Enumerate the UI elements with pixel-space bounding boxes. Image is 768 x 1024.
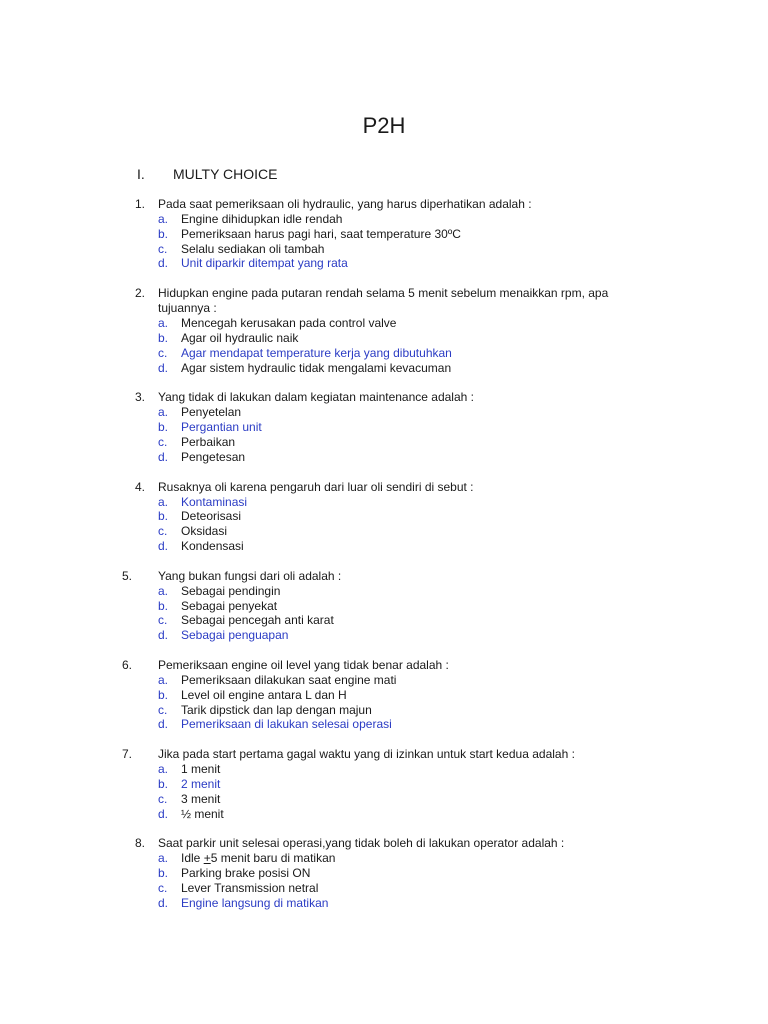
option-letter: a. <box>158 316 169 331</box>
option-a <box>0 316 768 331</box>
option-letter: b. <box>158 687 169 702</box>
option-text-post: 5 menit baru di matikan <box>210 851 336 866</box>
option-a-answer <box>0 495 768 510</box>
plus-minus-sign: + <box>203 851 211 866</box>
option-b-answer <box>0 777 768 792</box>
option-a <box>0 212 768 227</box>
option-list <box>0 495 768 554</box>
option-text: Tarik dipstick dan lap dengan majun <box>181 702 372 717</box>
option-letter: c. <box>158 791 168 806</box>
option-letter: c. <box>158 524 168 539</box>
option-letter: c. <box>158 702 168 717</box>
option-text: Penyetelan <box>181 405 242 420</box>
option-list <box>0 316 768 375</box>
option-letter: c. <box>158 241 168 256</box>
question-text: Hidupkan engine pada putaran rendah selama 5 menit sebelum menaikkan rpm, apa tujuannya : <box>158 286 609 316</box>
option-list <box>0 673 768 732</box>
option-letter: d. <box>158 717 169 732</box>
question-text: Saat parkir unit selesai operasi,yang tidak boleh di lakukan operator adalah : <box>158 836 565 851</box>
option-a <box>0 851 768 866</box>
option-text: 2 menit <box>181 776 221 791</box>
section-numeral: I. <box>137 166 145 182</box>
option-text: Lever Transmission netral <box>181 880 319 895</box>
question-3 <box>0 390 768 464</box>
option-list <box>0 762 768 821</box>
question-number: 2. <box>135 286 146 301</box>
option-text: Engine langsung di matikan <box>181 895 329 910</box>
option-letter: a. <box>158 212 169 226</box>
option-c-answer <box>0 346 768 361</box>
option-b <box>0 331 768 346</box>
option-list <box>0 851 768 910</box>
option-c <box>0 435 768 450</box>
option-text: Perbaikan <box>181 434 236 449</box>
option-letter: b. <box>158 330 169 345</box>
option-letter: a. <box>158 851 169 866</box>
option-d-answer <box>0 256 768 271</box>
option-text: Unit diparkir ditempat yang rata <box>181 256 348 271</box>
option-text: Pengetesan <box>181 449 246 464</box>
option-text: Engine dihidupkan idle rendah <box>181 212 343 226</box>
option-letter: a. <box>158 494 169 509</box>
option-letter: c. <box>158 613 168 628</box>
question-1 <box>0 197 768 271</box>
option-letter: d. <box>158 538 169 553</box>
question-6 <box>0 658 768 732</box>
option-d-answer <box>0 896 768 911</box>
option-letter: d. <box>158 806 169 821</box>
option-letter: a. <box>158 405 169 420</box>
option-text: Sebagai pendingin <box>181 583 281 598</box>
option-text: Level oil engine antara L dan H <box>181 687 347 702</box>
option-letter: d. <box>158 360 169 375</box>
option-list <box>0 212 768 271</box>
section-label: MULTY CHOICE <box>173 166 278 182</box>
option-text-pre: Idle <box>181 851 204 866</box>
option-b <box>0 688 768 703</box>
question-text: Jika pada start pertama gagal waktu yang di izinkan untuk start kedua adalah : <box>158 747 575 762</box>
section-heading <box>137 165 278 183</box>
option-letter: c. <box>158 434 168 449</box>
question-number: 8. <box>135 836 146 851</box>
option-text: Pergantian unit <box>181 420 262 435</box>
option-text: Selalu sediakan oli tambah <box>181 241 325 256</box>
option-d <box>0 450 768 465</box>
question-5 <box>0 569 768 643</box>
question-number: 7. <box>122 747 133 762</box>
option-text: Sebagai penyekat <box>181 598 278 613</box>
option-letter: d. <box>158 449 169 464</box>
option-text: Parking brake posisi ON <box>181 866 311 881</box>
option-a <box>0 405 768 420</box>
option-letter: a. <box>158 762 169 777</box>
option-d-answer <box>0 717 768 732</box>
option-c <box>0 703 768 718</box>
option-d <box>0 361 768 376</box>
question-text: Yang tidak di lakukan dalam kegiatan maintenance adalah : <box>158 390 474 405</box>
option-letter: a. <box>158 672 169 687</box>
option-text: Pemeriksaan dilakukan saat engine mati <box>181 672 397 687</box>
option-a <box>0 673 768 688</box>
option-letter: b. <box>158 776 169 791</box>
option-text: 1 menit <box>181 762 221 777</box>
question-list <box>0 197 768 926</box>
option-text: Agar mendapat temperature kerja yang dibutuhkan <box>181 345 452 360</box>
option-b <box>0 599 768 614</box>
option-letter: b. <box>158 509 169 524</box>
option-text: Pemeriksaan di lakukan selesai operasi <box>181 717 392 732</box>
question-4 <box>0 480 768 554</box>
option-text: Mencegah kerusakan pada control valve <box>181 316 397 331</box>
question-text: Pada saat pemeriksaan oli hydraulic, yang harus diperhatikan adalah : <box>158 197 532 211</box>
option-letter: b. <box>158 420 169 435</box>
option-d <box>0 539 768 554</box>
option-b <box>0 866 768 881</box>
question-text: Rusaknya oli karena pengaruh dari luar oli sendiri di sebut : <box>158 479 474 494</box>
question-7 <box>0 747 768 821</box>
question-number: 1. <box>135 197 146 211</box>
option-b <box>0 227 768 242</box>
option-text: 3 menit <box>181 791 221 806</box>
option-letter: c. <box>158 345 168 360</box>
option-text: Deteorisasi <box>181 509 242 524</box>
question-text: Yang bukan fungsi dari oli adalah : <box>158 568 342 583</box>
option-letter: c. <box>158 880 168 895</box>
option-a <box>0 584 768 599</box>
question-text: Pemeriksaan engine oil level yang tidak benar adalah : <box>158 657 449 672</box>
option-text: ½ menit <box>181 806 224 821</box>
option-letter: b. <box>158 598 169 613</box>
option-text: Sebagai pencegah anti karat <box>181 613 334 628</box>
option-text: Kondensasi <box>181 538 244 553</box>
option-text <box>181 851 335 866</box>
option-a <box>0 762 768 777</box>
option-letter: b. <box>158 226 169 241</box>
option-letter: a. <box>158 583 169 598</box>
option-text: Kontaminasi <box>181 494 248 509</box>
option-list <box>0 405 768 464</box>
option-c <box>0 613 768 628</box>
option-c <box>0 242 768 257</box>
question-8 <box>0 836 768 910</box>
option-letter: d. <box>158 895 169 910</box>
option-text: Agar oil hydraulic naik <box>181 330 299 345</box>
question-number: 6. <box>122 657 133 672</box>
option-letter: b. <box>158 866 169 881</box>
option-b-answer <box>0 420 768 435</box>
option-d <box>0 807 768 822</box>
option-d-answer <box>0 628 768 643</box>
option-text: Agar sistem hydraulic tidak mengalami kevacuman <box>181 360 452 375</box>
option-text: Pemeriksaan harus pagi hari, saat temperature 30ºC <box>181 226 461 241</box>
option-c <box>0 881 768 896</box>
option-text: Sebagai penguapan <box>181 628 289 643</box>
option-letter: d. <box>158 628 169 643</box>
question-2 <box>0 286 768 375</box>
option-c <box>0 792 768 807</box>
page-title: P2H <box>362 113 406 138</box>
option-b <box>0 509 768 524</box>
option-letter: d. <box>158 256 169 271</box>
option-list <box>0 584 768 643</box>
option-c <box>0 524 768 539</box>
question-number: 4. <box>135 479 146 494</box>
question-number: 3. <box>135 390 146 405</box>
option-text: Oksidasi <box>181 524 228 539</box>
question-number: 5. <box>122 568 133 583</box>
